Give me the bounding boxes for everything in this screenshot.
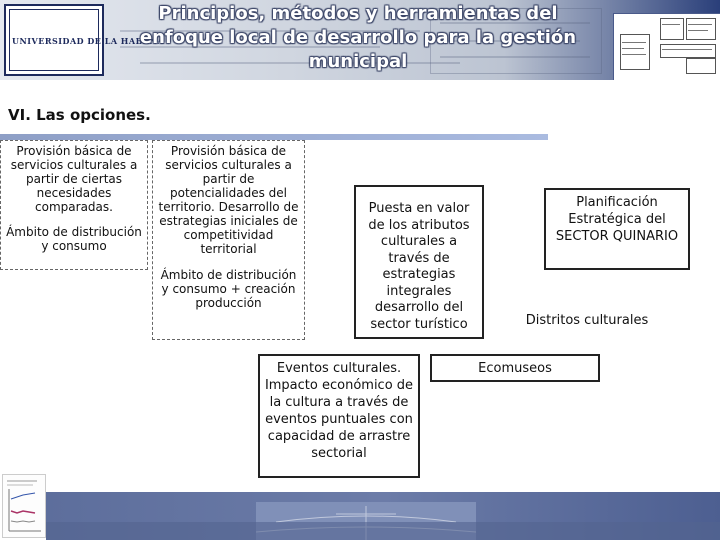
section-title: VI. Las opciones. [8, 106, 151, 124]
option-text: Provisión básica de servicios culturales a partir de potencialidades del territorio. Desarrollo de estrategias iniciales de competitividad territorial [158, 144, 299, 256]
option-box-ecomuseums [430, 354, 600, 382]
option-scope-text: Ámbito de distribución y consumo [6, 225, 142, 253]
option-box-potentials [152, 140, 305, 340]
mini-chart-thumbnail [2, 474, 46, 538]
diagram-thumbnail [614, 14, 720, 80]
footer-band [46, 492, 720, 540]
option-text: Eventos culturales. Impacto económico de la cultura a través de eventos puntuales con capacidad de arrastre sectorial [264, 361, 414, 461]
header-banner [0, 0, 720, 80]
title-line-2: enfoque local de desarrollo para la gestión [139, 27, 577, 48]
option-box-basic-provision [0, 140, 148, 270]
university-logo [4, 4, 165, 76]
page-title [108, 2, 608, 74]
option-box-tourism [354, 185, 484, 339]
option-scope-text: Ámbito de distribución y consumo + creación producción [160, 268, 297, 310]
option-text: Planificación Estratégica del SECTOR QUINARIO [555, 195, 679, 244]
option-text: Puesta en valor de los atributos culturales a través de estrategias integrales desarrollo del sector turístico [368, 201, 470, 332]
option-text: Provisión básica de servicios culturales a partir de ciertas necesidades comparadas. [10, 144, 138, 214]
option-label-districts: Distritos culturales [525, 313, 649, 328]
title-line-3: municipal [308, 51, 408, 72]
option-box-events [258, 354, 420, 478]
option-text: Ecomuseos [478, 361, 552, 376]
title-line-1: Principios, métodos y herramientas del [158, 3, 558, 24]
logo-text: UNIVERSIDAD DE LA HABANA [12, 36, 165, 46]
option-box-planning [544, 188, 690, 270]
